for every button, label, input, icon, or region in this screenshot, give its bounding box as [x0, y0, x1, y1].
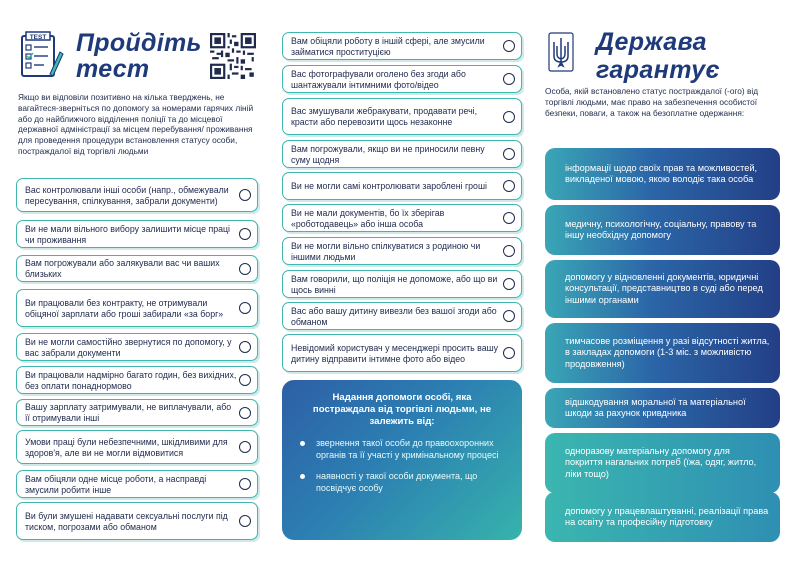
- checkbox-circle[interactable]: [239, 374, 251, 386]
- checklist-item[interactable]: Вашу зарплату затримували, не виплачували, або її отримували інші: [16, 399, 258, 426]
- guarantee-item: медичну, психологічну, соціальну, правову та іншу необхідну допомогу: [545, 205, 780, 255]
- middle-column: [268, 0, 530, 569]
- checklist-item[interactable]: Ви працювали без контракту, не отримували обіцяної зарплати або гроші забирали «за борг»: [16, 289, 258, 327]
- checklist-item[interactable]: Вам обіцяли одне місце роботи, а насправді змусили робити інше: [16, 470, 258, 498]
- checklist-item[interactable]: Вам обіцяли роботу в іншій сфері, але змусили займатися проституцією: [282, 32, 522, 60]
- guarantee-item: інформації щодо своїх прав та можливостей, викладеної мовою, якою володіє така особа: [545, 148, 780, 200]
- bullet-icon: [300, 474, 305, 479]
- checklist-item[interactable]: Ви були змушені надавати сексуальні послуги під тиском, погрозами або обманом: [16, 502, 258, 540]
- guarantee-title-line2: гарантує: [596, 56, 720, 84]
- checklist-item[interactable]: Ви працювали надмірно багато годин, без вихідних, без оплати понаднормово: [16, 366, 258, 394]
- checklist-item[interactable]: Ви не могли вільно спілкуватися з родиною чи іншими людьми: [282, 237, 522, 265]
- help-info-box: [282, 380, 522, 540]
- checkbox-circle[interactable]: [503, 180, 515, 192]
- test-clipboard-icon: [20, 30, 64, 80]
- checkbox-circle[interactable]: [503, 40, 515, 52]
- svg-text:TEST: TEST: [29, 34, 47, 41]
- checklist-item[interactable]: Вас фотографували оголено без згоди або шантажували інтимними фото/відео: [282, 65, 522, 93]
- checklist-item[interactable]: Вас або вашу дитину вивезли без вашої згоди або обманом: [282, 302, 522, 330]
- guarantee-item: одноразову матеріальну допомогу для покриття нагальних потреб (їжа, одяг, житло, ліки тощо): [545, 433, 780, 493]
- test-title-line2: тест: [76, 55, 150, 83]
- checkbox-circle[interactable]: [239, 189, 251, 201]
- checklist-item[interactable]: Вам погрожували або залякували вас чи ваших близьких: [16, 255, 258, 282]
- guarantee-item: тимчасове розміщення у разі відсутності житла, в закладах допомоги (1-3 міс. з можливістю продовження): [545, 323, 780, 383]
- checkbox-circle[interactable]: [503, 73, 515, 85]
- qr-code-icon[interactable]: [210, 33, 256, 79]
- checklist-item[interactable]: Невідомий користувач у месенджері просить вашу дитину відправити інтимне фото або відео: [282, 334, 522, 372]
- checklist-item[interactable]: Умови праці були небезпечними, шкідливими для здоров'я, але ви не могли відмовитися: [16, 430, 258, 464]
- checklist-item[interactable]: Ви не мали документів, бо їх зберігав «роботодавець» або інша особа: [282, 204, 522, 232]
- bullet-icon: [300, 441, 305, 446]
- trident-emblem-icon: [548, 32, 574, 72]
- test-title-line1: Пройдіть: [76, 29, 202, 57]
- checkbox-circle[interactable]: [503, 310, 515, 322]
- left-column: [0, 0, 268, 569]
- help-title: Надання допомоги особі, яка постраждала від торгівлі людьми, не залежить від:: [312, 392, 492, 427]
- checkbox-circle[interactable]: [239, 263, 251, 275]
- checkbox-circle[interactable]: [239, 478, 251, 490]
- help-list: [294, 438, 510, 494]
- help-list-item: звернення такої особи до правоохоронних органів та її участі у кримінальному процесі: [294, 438, 510, 461]
- checkbox-circle[interactable]: [503, 347, 515, 359]
- test-title: [76, 30, 202, 82]
- checklist-item[interactable]: Ви не мали вільного вибору залишити місце праці чи проживання: [16, 220, 258, 248]
- checkbox-circle[interactable]: [239, 341, 251, 353]
- guarantee-intro-text: Особа, якій встановлено статус постраждалої (-ого) від торгівлі людьми, має право на забезпечення особистої безпеки, поваги, а також на безоплатне одержання:: [545, 86, 759, 118]
- checklist-item[interactable]: Вам погрожували, якщо ви не приносили певну суму щодня: [282, 140, 522, 168]
- checklist-item[interactable]: Вас контролювали інші особи (напр., обмежували пересування, спілкування, забрали документи): [16, 178, 258, 212]
- help-list-item: наявності у такої особи документа, що посвідчує особу: [294, 471, 510, 494]
- checkbox-circle[interactable]: [239, 515, 251, 527]
- test-intro-text: Якщо ви відповіли позитивно на кілька тверджень, не вагайтеся-зверніться по допомогу за номерами гарячих ліній або до найближчого відділення поліції та до місцевої державної адміністрації за місцем перебування/ проживання для проведення процедури встановлення статусу особи, постраждалої від торгівлі людьми: [18, 92, 254, 156]
- guarantee-item: допомогу у працевлаштуванні, реалізації права на освіту та професійну підготовку: [545, 492, 780, 542]
- guarantee-item: відшкодування моральної та матеріальної шкоди за рахунок кривдника: [545, 388, 780, 428]
- checkbox-circle[interactable]: [503, 278, 515, 290]
- checkbox-circle[interactable]: [239, 302, 251, 314]
- guarantee-title: [596, 28, 720, 84]
- checklist-item[interactable]: Ви не могли самостійно звернутися по допомогу, у вас забрали документи: [16, 333, 258, 361]
- guarantee-title-line1: Держава: [596, 28, 707, 56]
- checklist-item[interactable]: Вам говорили, що поліція не допоможе, або що ви щось винні: [282, 270, 522, 298]
- checkbox-circle[interactable]: [503, 111, 515, 123]
- guarantee-item: допомогу у відновленні документів, юридичні консультації, представництво в суді або перед іншими органами: [545, 260, 780, 318]
- checklist-item[interactable]: Ви не могли самі контролювати зароблені гроші: [282, 172, 522, 200]
- checkbox-circle[interactable]: [239, 441, 251, 453]
- checkbox-circle[interactable]: [503, 148, 515, 160]
- checkbox-circle[interactable]: [503, 212, 515, 224]
- checkbox-circle[interactable]: [239, 407, 251, 419]
- checkbox-circle[interactable]: [239, 228, 251, 240]
- checkbox-circle[interactable]: [503, 245, 515, 257]
- checklist-item[interactable]: Вас змушували жебракувати, продавати речі, красти або перевозити щось незаконне: [282, 98, 522, 135]
